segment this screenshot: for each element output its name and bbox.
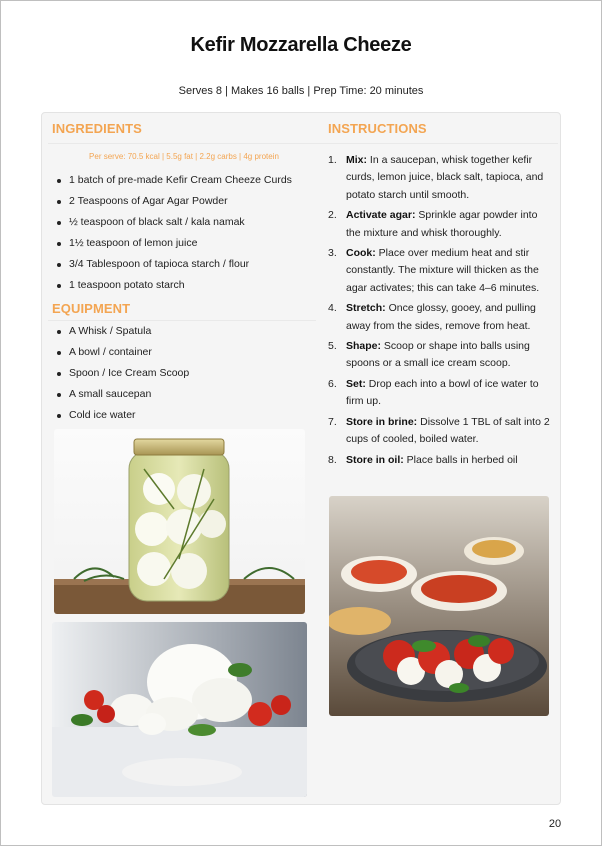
nutrition-info: Per serve: 70.5 kcal | 5.5g fat | 2.2g carbs | 4g protein	[89, 152, 279, 161]
ingredients-list	[53, 174, 315, 300]
instruction-step: 6. Set: Drop each into a bowl of ice water to firm up.	[328, 377, 539, 408]
instruction-step: 5. Shape: Scoop or shape into balls using spoons or a small ice cream scoop.	[328, 340, 530, 370]
instruction-step: 4. Stretch: Once glossy, gooey, and pulling away from the sides, remove from heat.	[328, 302, 536, 332]
mozzarella-jar-photo	[54, 429, 305, 614]
page-number: 20	[548, 818, 562, 830]
equipment-heading: EQUIPMENT	[52, 301, 131, 316]
header-divider	[48, 143, 558, 144]
instruction-step: 8. Store in oil: Place balls in herbed oil	[328, 453, 518, 466]
instruction-step: 7. Store in brine: Dissolve 1 TBL of salt into 2 cups of cooled, boiled water.	[328, 415, 550, 446]
instructions-heading: INSTRUCTIONS	[328, 121, 427, 136]
list-item: A Whisk / Spatula	[53, 325, 315, 346]
instruction-step: 3. Cook: Place over medium heat and stir constantly. The mixture will thicken as the agar activates; this can take 4–6 minutes.	[328, 247, 540, 294]
instructions-list	[328, 152, 550, 472]
page-title: Kefir Mozzarella Cheeze	[190, 34, 412, 56]
list-item: 1 teaspoon potato starch	[53, 279, 315, 300]
list-item: 2 Teaspoons of Agar Agar Powder	[53, 195, 315, 216]
list-item: A small saucepan	[53, 388, 315, 409]
list-item: A bowl / container	[53, 346, 315, 367]
instruction-step: 2. Activate agar: Sprinkle agar powder into the mixture and whisk thoroughly.	[328, 209, 538, 239]
list-item: ½ teaspoon of black salt / kala namak	[53, 216, 315, 237]
list-item: Cold ice water	[53, 409, 315, 430]
list-item: Spoon / Ice Cream Scoop	[53, 367, 315, 388]
caprese-salad-photo	[329, 496, 549, 716]
ingredients-heading: INGREDIENTS	[52, 121, 142, 136]
mozzarella-tomato-photo	[52, 622, 307, 797]
list-item: 3/4 Tablespoon of tapioca starch / flour	[53, 258, 315, 279]
instruction-step: 1. Mix: In a saucepan, whisk together kefir curds, lemon juice, black salt, tapioca, and potato starch until smooth.	[328, 154, 544, 201]
list-item: 1½ teaspoon of lemon juice	[53, 237, 315, 258]
equipment-divider	[48, 320, 316, 321]
equipment-list	[53, 325, 315, 430]
recipe-meta: Serves 8 | Makes 16 balls | Prep Time: 20 minutes	[178, 85, 424, 97]
list-item: 1 batch of pre-made Kefir Cream Cheeze Curds	[53, 174, 315, 195]
